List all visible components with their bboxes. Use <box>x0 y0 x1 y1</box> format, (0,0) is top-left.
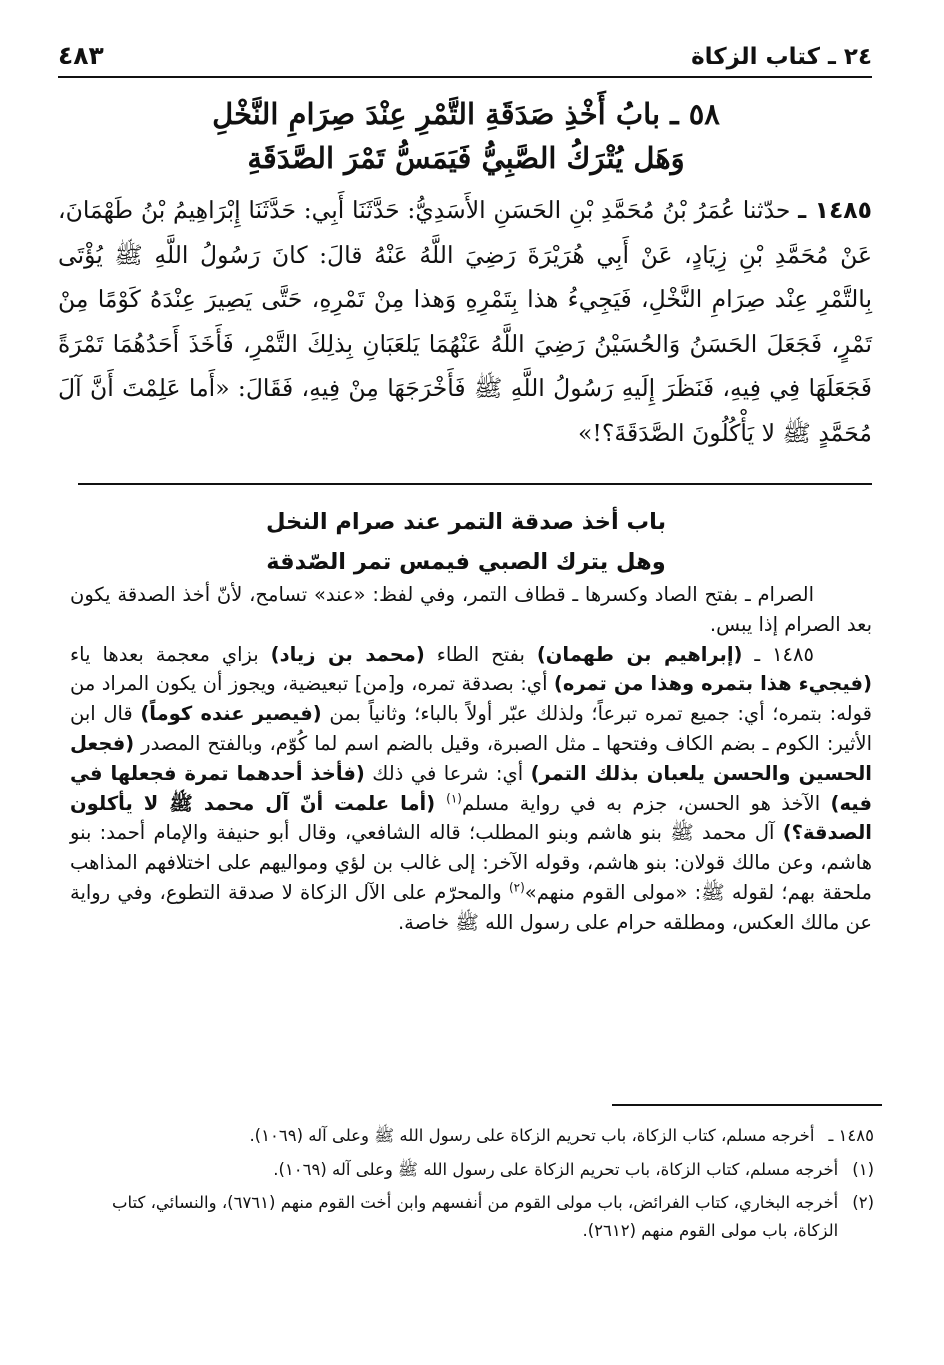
commentary-quote: (إبراهيم بن طهمان) <box>536 642 743 666</box>
commentary-quote: (فيجيء هذا بتمره وهذا من تمره) <box>553 672 872 696</box>
hadith-number: ١٤٨٥ ـ <box>798 196 872 224</box>
chapter-heading-line-2: وَهَل يُتْرَكُ الصَّبِيُّ فَيَمَسُّ تَمْرَ الصَّدَقَةِ <box>247 141 685 175</box>
commentary-heading-line-2: وهل يترك الصبي فيمس تمر الصّدقة <box>266 549 666 575</box>
commentary-text-run: أي: شرعا في ذلك <box>364 761 531 785</box>
footnote-text: أخرجه البخاري، كتاب الفرائض، باب مولى القوم من أنفسهم وابن أخت القوم منهم (٦٧٦١)، والنسائي، كتاب الزكاة، باب مولى القوم منهم (٢٦١٢). <box>111 1193 839 1240</box>
commentary-hadith-number: ١٤٨٥ ـ <box>742 642 814 666</box>
section-divider <box>78 483 872 485</box>
running-title: ٢٤ ـ كتاب الزكاة <box>691 44 872 70</box>
footnote-mark: (١) <box>852 1159 874 1179</box>
chapter-heading <box>60 92 872 180</box>
footnote-text: أخرجه مسلم، كتاب الزكاة، باب تحريم الزكاة على رسول الله ﷺ وعلى آله (١٠٦٩). <box>249 1126 815 1145</box>
commentary-text-run: بفتح الطاء <box>424 642 537 666</box>
running-header <box>58 28 872 78</box>
commentary-text <box>70 580 872 938</box>
footnote-rule <box>612 1104 882 1106</box>
page-number: ٤٨٣ <box>58 41 104 70</box>
commentary-text-run: قال ابن الأثير: الكوم ـ بضم الكاف وفتحها ـ مثل الصبرة، وقيل بالضم اسم لما كُوّم، وبالفتح المصدر <box>70 702 872 755</box>
footnote-reference-2[interactable]: (٢) <box>508 880 525 895</box>
footnote-item <box>78 1156 874 1184</box>
commentary-text-run: بزاي معجمة بعدها ياء <box>70 642 271 666</box>
chapter-heading-line-1: ٥٨ ـ بابُ أَخْذِ صَدَقَةِ التَّمْرِ عِنْدَ صِرَامِ النَّخْلِ <box>212 97 720 131</box>
commentary-quote: (فيصير عنده كوماً) <box>140 702 322 726</box>
commentary-quote: (محمد بن زياد) <box>270 642 425 666</box>
commentary-text-run: أي: بصدقة تمره، و[من] تبعيضية، ويجوز أن يكون المراد من قوله: بتمره؛ أي: جميع تمره تبرعاً؛ ولذلك عبّر أولاً بالباء؛ وثانياً بمن <box>70 672 872 726</box>
commentary-heading <box>60 502 872 582</box>
commentary-heading-line-1: باب أخذ صدقة التمر عند صرام النخل <box>265 509 667 535</box>
hadith-body: حدّثنا عُمَرُ بْنُ مُحَمَّدِ بْنِ الحَسَنِ الأَسَدِيُّ: حَدَّثَنَا أَبِي: حَدَّثَنَا إِبْرَاهِيمُ بْنُ طَهْمَانَ، عَنْ مُحَمَّدِ بْنِ زِيَادٍ، عَنْ أَبِي هُرَيْرَةَ رَضِيَ اللَّهُ عَنْهُ قالَ: كانَ رَسُولُ اللَّهِ ﷺ يُؤْتَى بِالتَّمْرِ عِنْد صِرَامِ النَّخْلِ، فَيَجِيءُ هذا بِتَمْرِهِ وَهذا مِنْ تَمْرِهِ، حَتَّى يَصِيرَ عِنْدَهُ كَوْمًا مِنْ تَمْرٍ، فَجَعَلَ الحَسَنُ وَالحُسَيْنُ رَضِيَ اللَّهُ عَنْهُمَا يَلعَبَانِ بِذلِكَ التَّمْرِ، فَأَخَذَ أَحَدُهُمَا تَمْرَةً فَجَعَلَهَا فِي فِيهِ، فَنَظَرَ إِلَيهِ رَسُولُ اللَّهِ ﷺ فَأَخْرَجَهَا مِنْ فِيهِ، فَقَالَ: «أَما عَلِمْتَ أَنَّ آلَ مُحَمَّدٍ ﷺ لا يَأْكُلُونَ الصَّدَقَةَ؟!» <box>58 196 872 447</box>
hadith-text <box>58 188 872 455</box>
footnotes <box>78 1122 874 1250</box>
commentary-paragraph-2 <box>70 640 872 938</box>
footnote-mark: ١٤٨٥ ـ <box>828 1126 874 1145</box>
commentary-paragraph-1: الصرام ـ بفتح الصاد وكسرها ـ قطاف التمر، وفي لفظ: «عند» تسامح، لأنّ أخذ الصدقة يكون بعد الصرام إذا يبس. <box>70 583 872 636</box>
commentary-text-run: والمحرّم على الآل الزكاة لا صدقة التطوع، وفي رواية عن مالك العكس، ومطلقه حرام على رسول الله ﷺ خاصة. <box>70 880 872 934</box>
footnote-text: أخرجه مسلم، كتاب الزكاة، باب تحريم الزكاة على رسول الله ﷺ وعلى آله (١٠٦٩). <box>273 1159 839 1179</box>
commentary-quote: (فجعل الحسين والحسن يلعبان بذلك التمر) <box>70 731 872 785</box>
footnote-item <box>78 1122 874 1150</box>
footnote-reference-1[interactable]: (١) <box>446 791 462 806</box>
commentary-quote: (أما علمت أنّ آل محمد ﷺ لا يأكلون الصدقة؟) <box>70 791 872 845</box>
commentary-text-run: الآخذ هو الحسن، جزم به في رواية مسلم <box>461 791 831 815</box>
footnote-mark: (٢) <box>852 1193 874 1212</box>
commentary-text-run: آل محمد ﷺ بنو هاشم وبنو المطلب؛ قاله الشافعي، وقال أبو حنيفة والإمام أحمد: بنو هاشم، وعن مالك قولان: بنو هاشم، وقوله الآخر: إلى غالب بن لؤي ومواليهم على اختلافهم المذاهب ملحقة بهم؛ لقوله ﷺ: «مولى القوم منهم» <box>70 821 872 904</box>
footnote-item <box>78 1189 874 1244</box>
commentary-quote: (فأخذ أحدهما تمرة فجعلها في فيه) <box>70 761 872 815</box>
